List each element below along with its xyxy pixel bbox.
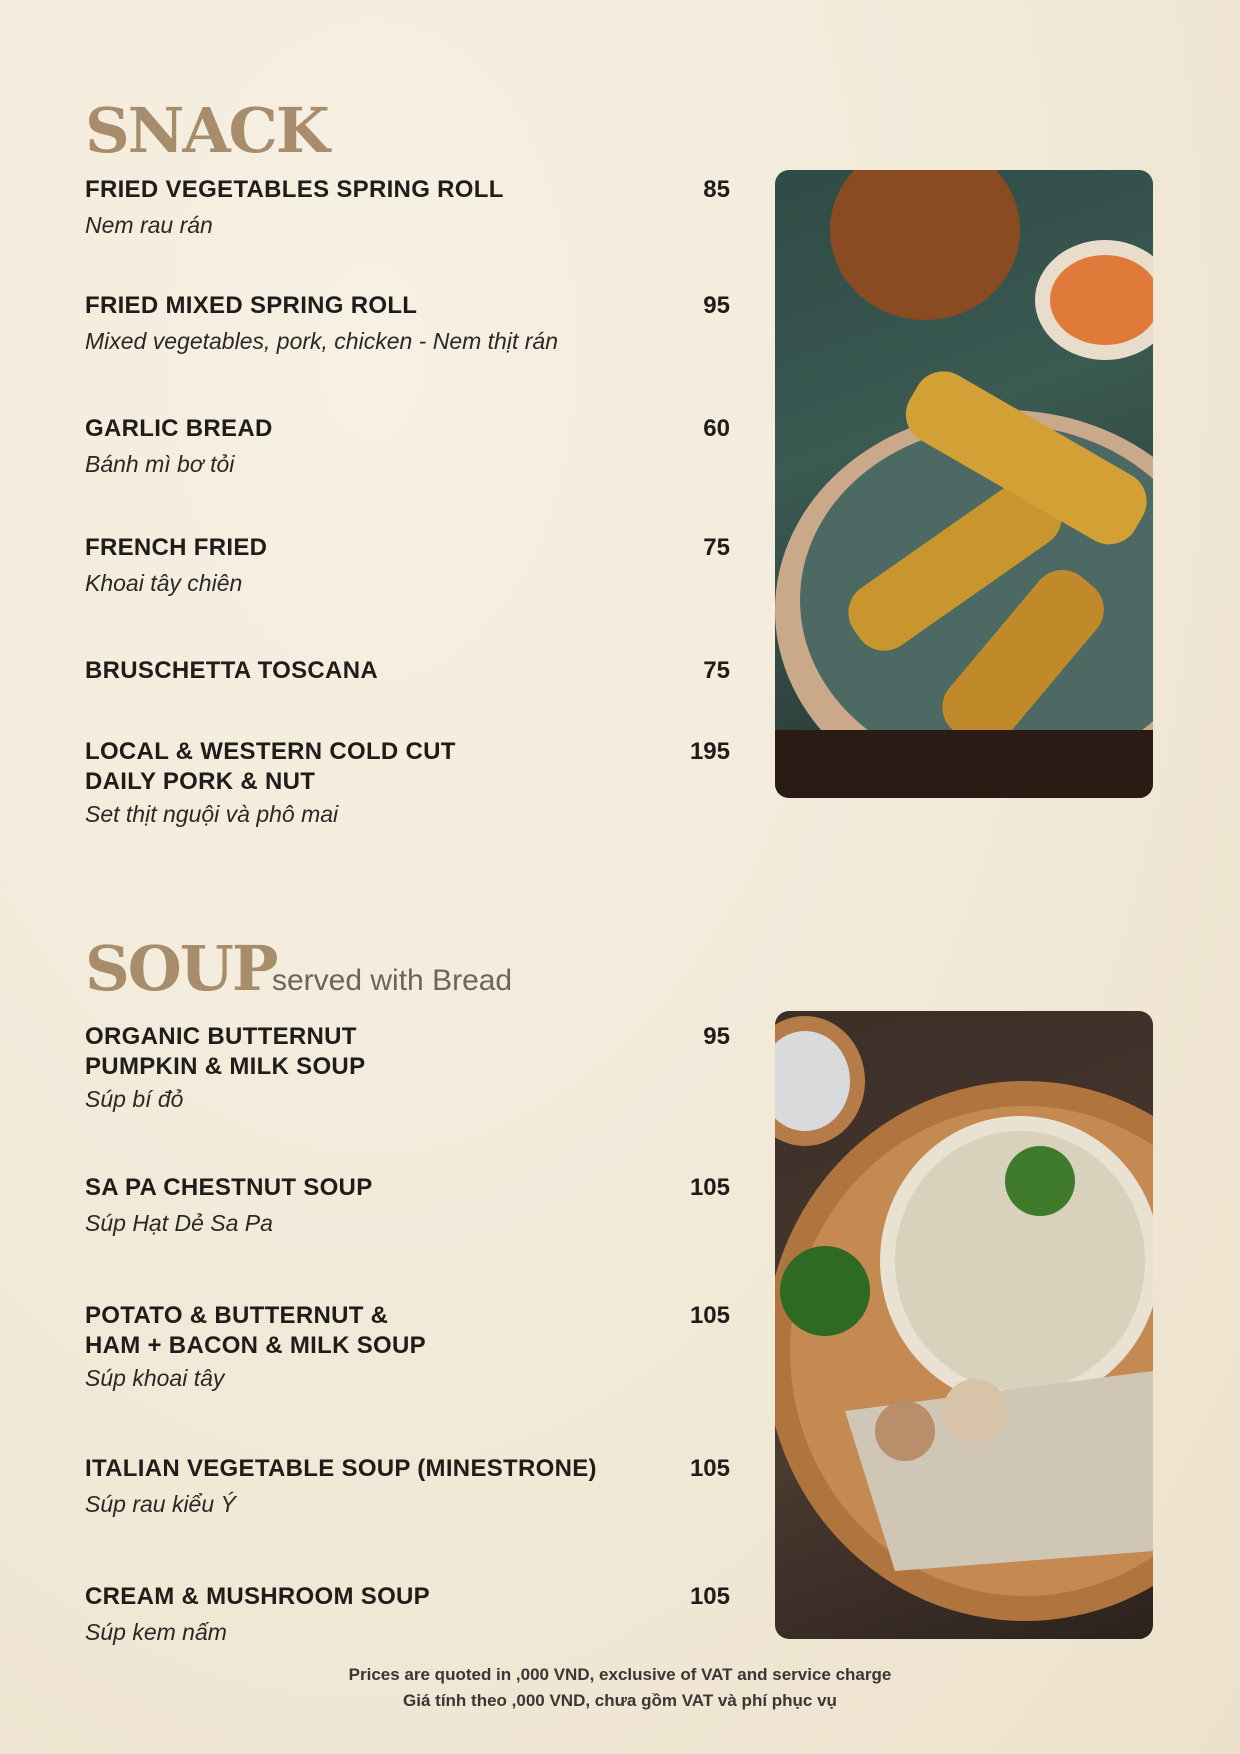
price-note — [0, 1662, 1240, 1714]
item-description: Súp rau kiểu Ý — [85, 1491, 236, 1517]
item-price: 60 — [703, 415, 730, 442]
menu-item — [85, 533, 730, 598]
item-description: Bánh mì bơ tỏi — [85, 451, 235, 477]
menu-item — [85, 291, 730, 356]
item-name: GARLIC BREAD — [85, 415, 273, 442]
item-description: Nem rau rán — [85, 212, 213, 238]
item-price: 105 — [689, 1302, 730, 1329]
menu-item — [85, 737, 730, 829]
spring-roll-illustration — [775, 170, 1153, 798]
item-price: 105 — [689, 1583, 730, 1610]
menu-item — [85, 175, 730, 240]
item-name: BRUSCHETTA TOSCANA — [85, 657, 378, 684]
price-note-english: Prices are quoted in ,000 VND, exclusive of VAT and service charge — [348, 1665, 892, 1684]
item-price: 85 — [703, 176, 730, 203]
price-note-vietnamese: Giá tính theo ,000 VND, chưa gồm VAT và phí phục vụ — [403, 1691, 837, 1710]
item-price: 75 — [703, 657, 730, 684]
item-description: Mixed vegetables, pork, chicken - Nem thịt rán — [85, 328, 558, 354]
item-name: FRIED MIXED SPRING ROLL — [85, 292, 418, 319]
item-description: Súp kem nấm — [85, 1619, 227, 1645]
item-price: 95 — [703, 292, 730, 319]
mushroom-soup-photo — [775, 1011, 1153, 1639]
item-name: FRENCH FRIED — [85, 534, 268, 561]
item-description: Súp bí đỏ — [85, 1086, 184, 1112]
soup-illustration — [775, 1011, 1153, 1639]
item-name: POTATO & BUTTERNUT & HAM + BACON & MILK SOUP — [85, 1302, 426, 1359]
item-name: LOCAL & WESTERN COLD CUT DAILY PORK & NUT — [85, 738, 456, 795]
snack-heading: SNACK — [85, 94, 328, 167]
item-price: 195 — [689, 738, 730, 765]
menu-item — [85, 1582, 730, 1647]
item-price: 75 — [703, 534, 730, 561]
menu-item — [85, 656, 730, 686]
item-description: Set thịt nguội và phô mai — [85, 801, 339, 827]
item-name: ORGANIC BUTTERNUT PUMPKIN & MILK SOUP — [85, 1023, 366, 1080]
item-description: Súp khoai tây — [85, 1365, 225, 1391]
item-price: 105 — [689, 1455, 730, 1482]
menu-item — [85, 1301, 730, 1393]
item-description: Súp Hạt Dẻ Sa Pa — [85, 1210, 273, 1236]
soup-subtitle: served with Bread — [272, 964, 513, 997]
menu-item — [85, 1173, 730, 1238]
item-name: SA PA CHESTNUT SOUP — [85, 1174, 373, 1201]
item-name: FRIED VEGETABLES SPRING ROLL — [85, 176, 504, 203]
soup-heading: SOUP — [85, 932, 277, 1005]
menu-item — [85, 1454, 730, 1519]
menu-item — [85, 1022, 730, 1114]
item-name: ITALIAN VEGETABLE SOUP (MINESTRONE) — [85, 1455, 597, 1482]
menu-item — [85, 414, 730, 479]
item-price: 105 — [689, 1174, 730, 1201]
item-description: Khoai tây chiên — [85, 570, 243, 596]
spring-roll-photo — [775, 170, 1153, 798]
item-price: 95 — [703, 1023, 730, 1050]
item-name: CREAM & MUSHROOM SOUP — [85, 1583, 430, 1610]
